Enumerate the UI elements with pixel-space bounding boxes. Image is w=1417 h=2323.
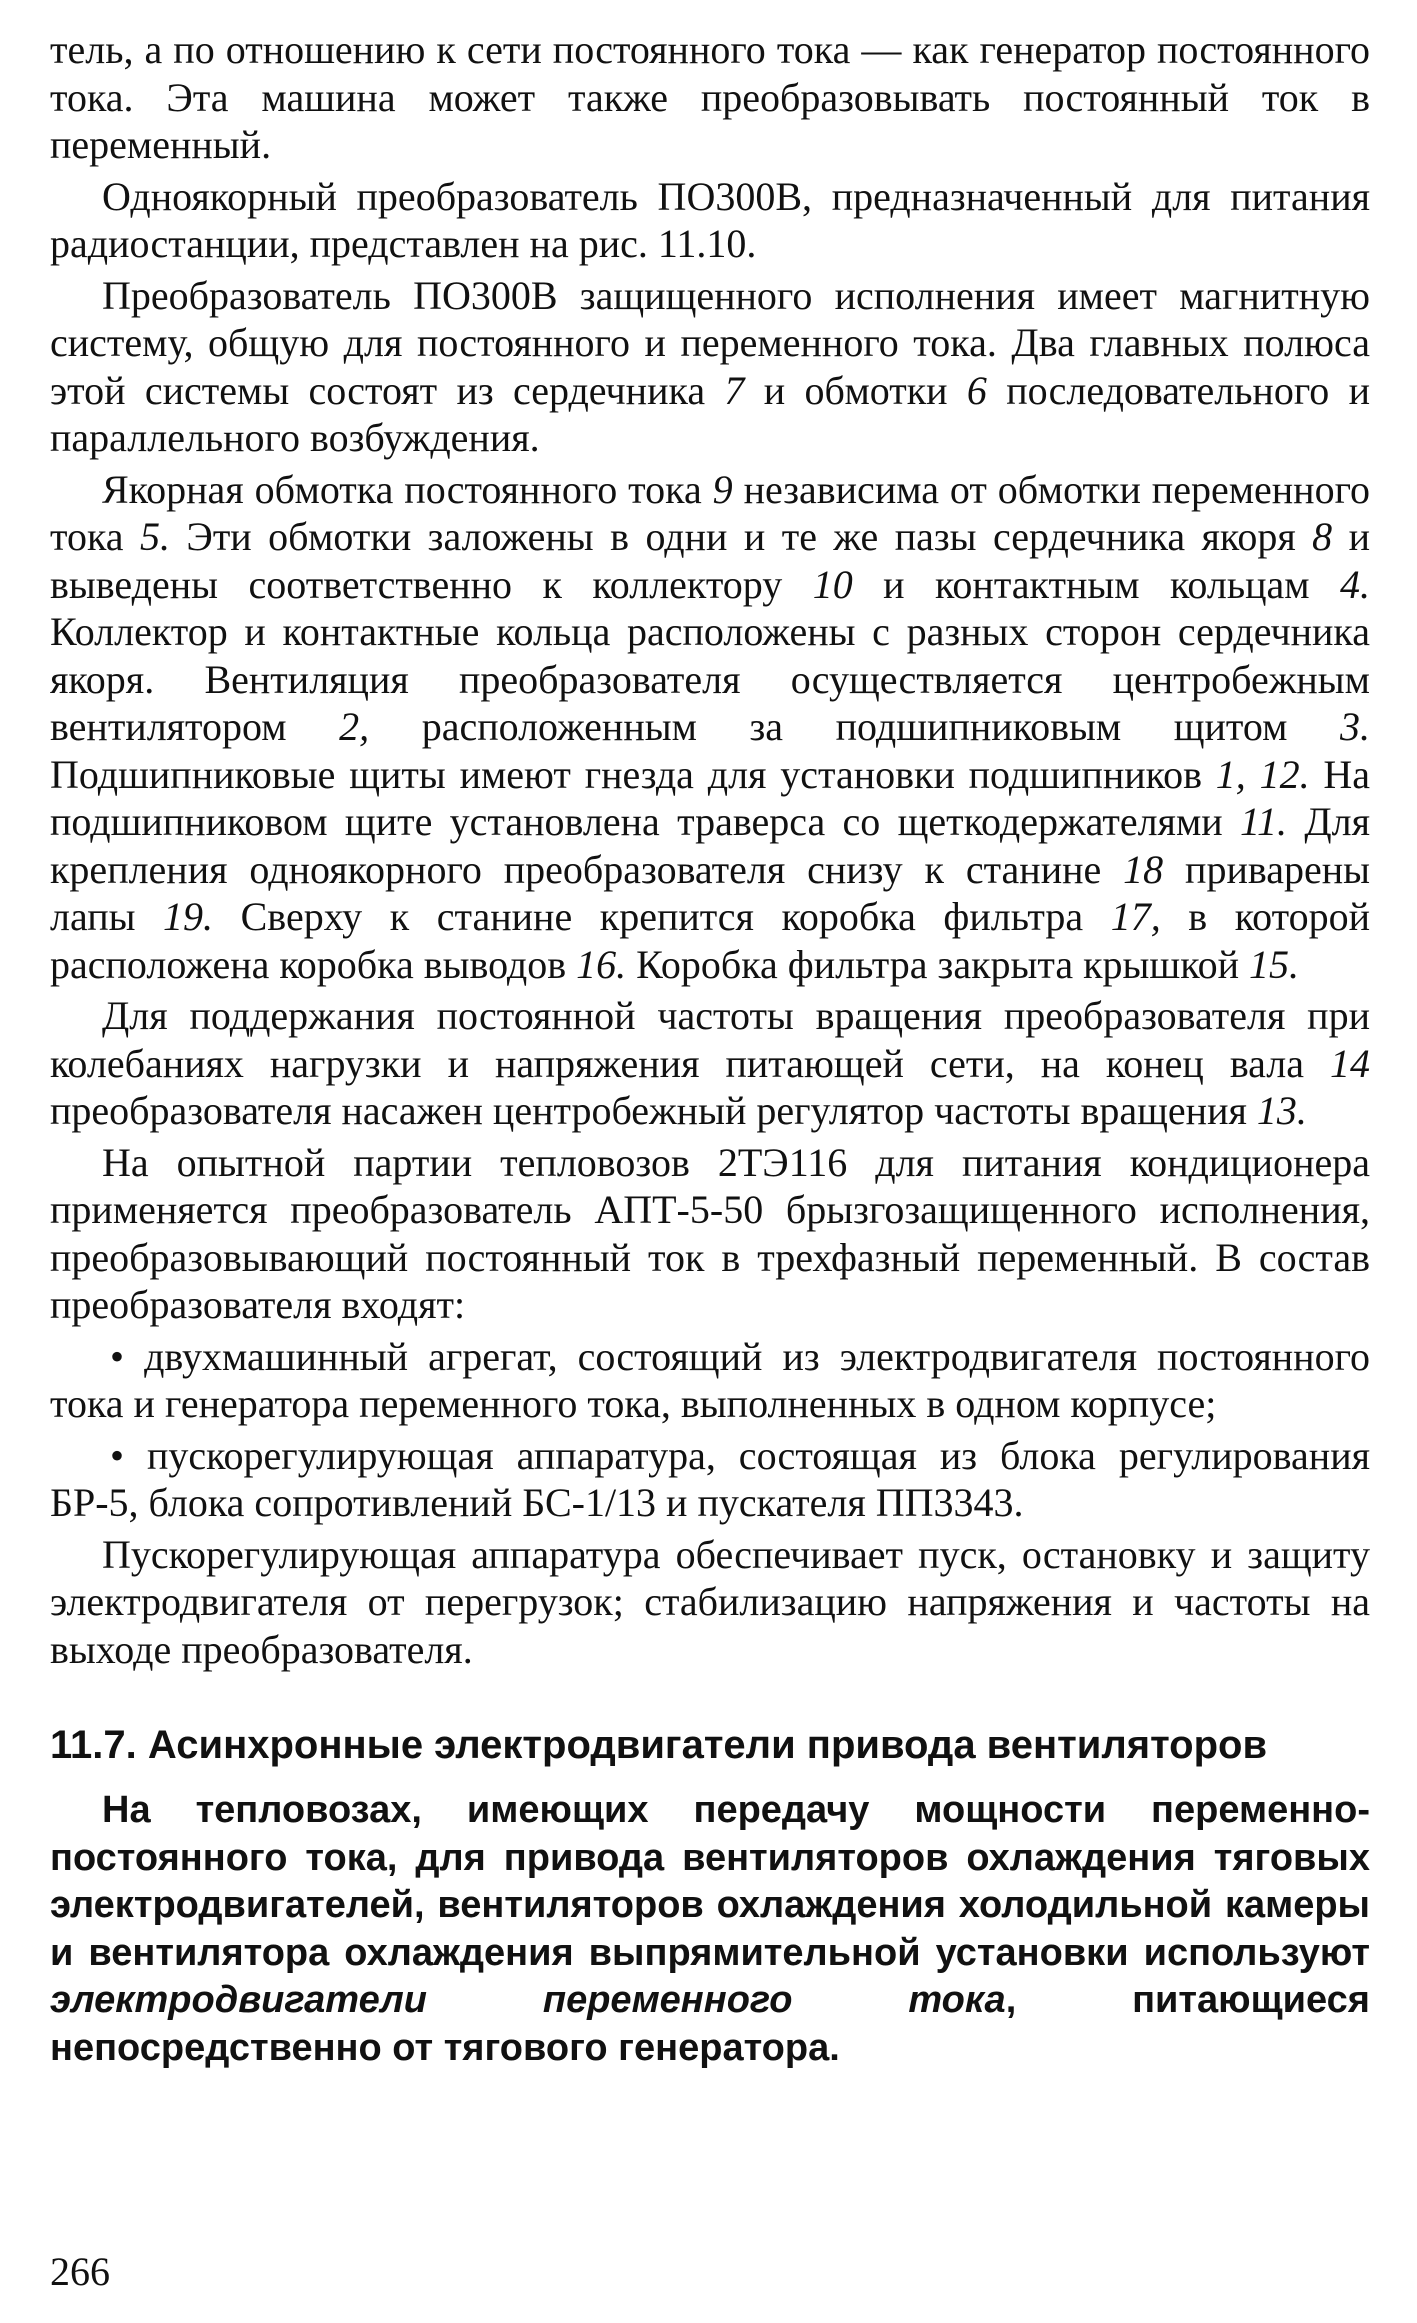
ref-number: 4. (1340, 561, 1370, 607)
ref-number: 12. (1259, 751, 1310, 797)
paragraph-async-motors: На тепловозах, имеющих передачу мощности переменно-постоянного тока, для привода вентиляторов охлаждения тяговых электродвигателей, вентиляторов охлаждения холодильной камеры и вентилятора охлаждения выпрямительной установки используют электродвигатели переменного тока, питающиеся непосредственно от тягового генератора. (50, 1789, 1370, 2069)
ref-number: 14 (1330, 1040, 1370, 1086)
ref-number: 5. (139, 514, 170, 559)
paragraph-magnetic-system: Преобразователь ПО300В защищенного исполнения имеет магнитную систему, общую для постоянного и переменного тока. Два главных полюса этой системы состоят из сердечника 7 и обмотки 6 последовательного и параллельного возбуждения. (50, 272, 1370, 460)
section-heading: 11.7. Асинхронные электродвигатели привода вентиляторов (50, 1723, 1268, 1767)
ref-number: 11. (1240, 799, 1288, 844)
page-number: 266 (50, 2249, 110, 2294)
ref-number: 6 (966, 367, 987, 413)
list-item-control-equipment: • пускорегулирующая аппаратура, состоящая из блока регулирования БР-5, блока сопротивлений БС-1/13 и пускателя ПП3343. (50, 1432, 1370, 1525)
ref-number: 3. (1340, 704, 1370, 749)
ref-number: 16. (576, 941, 627, 987)
ref-number: 17, (1110, 894, 1161, 939)
ref-number: 19. (163, 894, 214, 939)
ref-number: 9 (712, 466, 733, 512)
ref-number: 1, (1215, 751, 1246, 797)
ref-number: 18 (1123, 846, 1164, 892)
paragraph-po300v-intro: Одноякорный преобразователь ПО300В, предназначенный для питания радиостанции, представлен на рис. 11.10. (50, 173, 1370, 266)
paragraph-speed-regulator: Для поддержания постоянной частоты вращения преобразователя при колебаниях нагрузки и напряжения питающей сети, на конец вала 14 преобразователя насажен центробежный регулятор частоты вращения 13. (50, 993, 1370, 1133)
paragraph-apt-converter: На опытной партии тепловозов 2ТЭ116 для питания кондиционера применяется преобразователь АПТ-5-50 брызгозащищенного исполнения, преобразовывающий постоянный ток в трехфазный переменный. В состав преобразователя входят: (50, 1139, 1370, 1327)
emphasis-term: электродвигатели переменного тока (50, 1979, 1006, 2021)
ref-number: 2, (339, 704, 370, 749)
ref-number: 10 (812, 561, 853, 607)
paragraph-armature-winding: Якорная обмотка постоянного тока 9 независима от обмотки переменного тока 5. Эти обмотки заложены в одни и те же пазы сердечника якоря 8 и выведены соответственно к коллектору 10 и контактным кольцам 4. Коллектор и контактные кольца расположены с разных сторон сердечника якоря. Вентиляция преобразователя осуществляется центробежным вентилятором 2, расположенным за подшипниковым щитом 3. Подшипниковые щиты имеют гнезда для установки подшипников 1, 12. На подшипниковом щите установлена траверса со щеткодержателями 11. Для крепления одноякорного преобразователя снизу к станине 18 приварены лапы 19. Сверху к станине крепится коробка фильтра 17, в которой расположена коробка выводов 16. Коробка фильтра закрыта крышкой 15. (50, 466, 1371, 987)
paragraph-continuation: тель, а по отношению к сети постоянного тока — как генератор постоянного тока. Эта машина может также преобразовывать постоянный ток в переменный. (50, 27, 1370, 167)
page-body (50, 26, 1370, 2072)
list-item-two-machine-unit: • двухмашинный агрегат, состоящий из электродвигателя постоянного тока и генератора переменного тока, выполненных в одном корпусе; (50, 1333, 1370, 1426)
ref-number: 8 (1312, 514, 1333, 559)
ref-number: 15. (1249, 941, 1300, 987)
ref-number: 7 (724, 367, 745, 413)
ref-number: 13. (1256, 1088, 1307, 1133)
paragraph-control-purpose: Пускорегулирующая аппаратура обеспечивает пуск, остановку и защиту электродвигателя от перегрузок; стабилизацию напряжения и частоты на выходе преобразователя. (50, 1531, 1370, 1672)
